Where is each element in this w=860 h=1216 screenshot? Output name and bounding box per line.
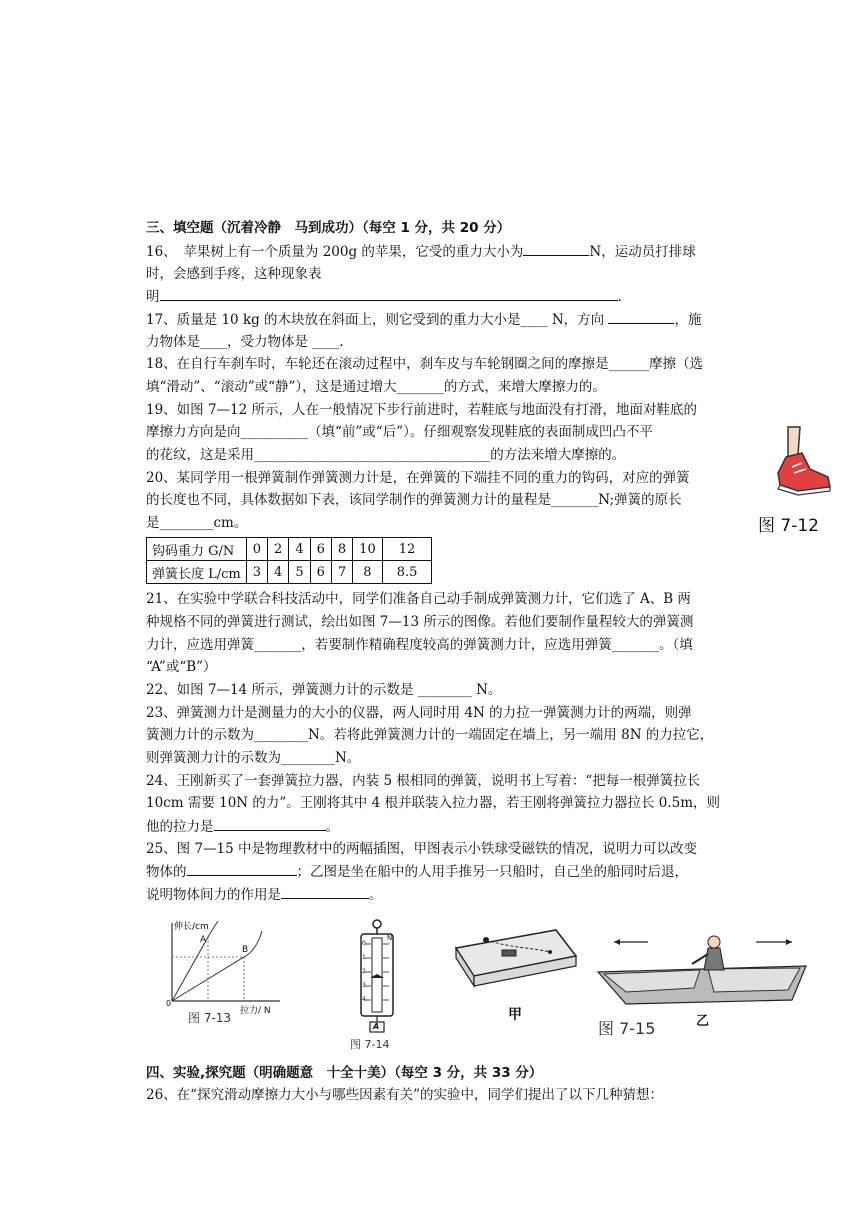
blank bbox=[523, 242, 589, 256]
section4-heading: 四、实验,探究题（明确题意 十全十美）（每空 3 分，共 33 分） bbox=[146, 1065, 543, 1081]
table-cell: 6 bbox=[310, 538, 331, 561]
q26-line1: 26、在“探究滑动摩擦力大小与哪些因素有关”的实验中，同学们提出了以下几种猜想： bbox=[146, 1087, 663, 1103]
q24-line1: 24、王刚新买了一套弹簧拉力器，内装 5 根相同的弹簧，说明书上写着：“把每一根弹簧拉长 bbox=[146, 773, 701, 789]
table-row bbox=[147, 561, 432, 584]
table-cell: 钩码重力 G/N bbox=[147, 538, 247, 561]
table-cell: 4 bbox=[289, 538, 310, 561]
q25-line1: 25、图 7—15 中是物理教材中的两幅插图，甲图表示小铁球受磁铁的情况，说明力可以改变 bbox=[146, 841, 698, 857]
table-cell: 6 bbox=[310, 561, 331, 584]
jia-caption: 甲 bbox=[508, 1007, 522, 1023]
tick-label: 3 bbox=[362, 982, 366, 989]
origin-label: 0 bbox=[166, 999, 172, 1008]
blank bbox=[160, 287, 618, 301]
section3-heading: 三、填空题（沉着冷静 马到成功）（每空 1 分，共 20 分） bbox=[146, 220, 511, 236]
tick-label: 1 bbox=[362, 954, 366, 961]
q21-line3: 力计，应选用弹簧_______，若要制作精确程度较高的弹簧测力计，应选用弹簧_______。（填 bbox=[146, 637, 693, 653]
curve-b-label: B bbox=[242, 945, 249, 955]
q24-line2: 10cm 需要 10N 的力”。王刚将其中 4 根并联装入拉力器，若王刚将弹簧拉力器拉长 0.5m，则 bbox=[146, 795, 721, 811]
q21-line2: 种规格不同的弹簧进行测试，绘出如图 7—13 所示的图像。若他们要制作量程较大的弹簧测 bbox=[146, 614, 694, 630]
tick-label: 2 bbox=[362, 968, 366, 975]
weight-label: A bbox=[373, 1022, 380, 1031]
table-cell: 8 bbox=[331, 538, 352, 561]
blank bbox=[608, 310, 674, 324]
q17-line2: 力物体是____，受力物体是 ____. bbox=[146, 334, 344, 350]
figure-7-14 bbox=[352, 918, 402, 1053]
q19-line3: 的花纹，这是采用___________________________________的方法来增大摩擦的。 bbox=[146, 447, 626, 463]
q23-line3: 则弹簧测力计的示数为________N。 bbox=[146, 750, 361, 766]
y-axis-label: 伸长/cm bbox=[174, 922, 209, 932]
table-cell: 4 bbox=[268, 561, 289, 584]
spring-scale-illustration bbox=[352, 918, 402, 1033]
figure-7-12 bbox=[758, 425, 838, 535]
table-cell: 3 bbox=[246, 561, 267, 584]
table-cell: 8.5 bbox=[382, 561, 432, 584]
q23-line1: 23、弹簧测力计是测量力的大小的仪器，两人同时用 4N 的力拉一弹簧测力计的两端，则弹 bbox=[146, 705, 692, 721]
q18-line2: 填“滑动”、“滚动”或“静”），这是通过增大_______的方式，来增大摩擦力的。 bbox=[146, 379, 606, 395]
table-cell: 0 bbox=[246, 538, 267, 561]
tick-label: 0 bbox=[362, 940, 366, 947]
q24-line3: 他的拉力是 。 bbox=[146, 819, 339, 835]
table-cell: 12 bbox=[382, 538, 432, 561]
q23-line2: 簧测力计的示数为________N。若将此弹簧测力计的一端固定在墙上，另一端用 8N 的力拉它， bbox=[146, 727, 714, 743]
fig713-caption: 图 7-13 bbox=[188, 1011, 232, 1025]
fig715-caption: 图 7-15 bbox=[598, 1019, 656, 1038]
q16-line3: 明 . bbox=[146, 289, 622, 305]
q21-line1: 21、在实验中学联合科技活动中，同学们准备自己动手制成弹簧测力计，它们选了 A、B 两 bbox=[146, 591, 691, 607]
q19-line2: 摩擦力方向是向__________（填“前”或“后”）。仔细观察发现鞋底的表面制成凹凸不平 bbox=[146, 424, 653, 440]
q19-line1: 19、如图 7—12 所示，人在一般情况下步行前进时，若鞋底与地面没有打滑，地面对鞋底的 bbox=[146, 402, 698, 418]
q17-line1: 17、质量是 10 kg 的木块放在斜面上，则它受到的重力大小是____ N，方向 ，施 bbox=[146, 312, 702, 328]
q25-line2: 物体的 ；乙图是坐在船中的人用手推另一只船时，自己坐的船同时后退， bbox=[146, 864, 688, 880]
shoe-illustration bbox=[758, 425, 838, 505]
fig714-caption: 图 7-14 bbox=[350, 1038, 390, 1051]
unit-label: N bbox=[387, 934, 393, 942]
figure-7-13 bbox=[158, 917, 288, 1025]
blank bbox=[214, 817, 326, 831]
table-row bbox=[147, 538, 432, 561]
blank bbox=[187, 862, 297, 876]
q18-line1: 18、在自行车刹车时，车轮还在滚动过程中，刹车皮与车轮钢圈之间的摩擦是______摩擦（选 bbox=[146, 356, 704, 372]
q20-line1: 20、某同学用一根弹簧制作弹簧测力计是，在弹簧的下端挂不同的重力的钩码，对应的弹簧 bbox=[146, 470, 690, 486]
table-cell: 8 bbox=[353, 561, 383, 584]
figure-7-15-jia bbox=[446, 918, 580, 1028]
table-cell: 5 bbox=[289, 561, 310, 584]
table-cell: 7 bbox=[331, 561, 352, 584]
x-axis-label: 拉力/ N bbox=[240, 1006, 271, 1016]
spring-data-table bbox=[146, 537, 432, 584]
q16-line2: 时，会感到手疼，这种现象表 bbox=[146, 266, 322, 282]
magnet-ball-illustration bbox=[446, 918, 580, 990]
q22-line1: 22、如图 7—14 所示，弹簧测力计的示数是 ________ N。 bbox=[146, 682, 502, 698]
yi-caption: 乙 bbox=[696, 1014, 710, 1029]
table-cell: 弹簧长度 L/cm bbox=[147, 561, 247, 584]
table-cell: 2 bbox=[268, 538, 289, 561]
curve-a-label: A bbox=[200, 935, 207, 945]
fig712-caption: 图 7-12 bbox=[758, 516, 819, 536]
q25-line3: 说明物体间力的作用是 。 bbox=[146, 887, 383, 903]
figure-7-15-yi bbox=[596, 922, 812, 1038]
tick-label: 4 bbox=[362, 996, 366, 1003]
q20-line3: 是________cm。 bbox=[146, 515, 248, 531]
q21-line4: “A”或“B”） bbox=[146, 659, 217, 675]
q16-line1: 16、 苹果树上有一个质量为 200g 的苹果，它受的重力大小为 N，运动员打排球 bbox=[146, 244, 696, 260]
blank bbox=[281, 885, 369, 899]
boats-illustration bbox=[596, 922, 812, 1014]
table-cell: 10 bbox=[353, 538, 383, 561]
q20-line2: 的长度也不同，具体数据如下表，该同学制作的弹簧测力计的量程是_______N;弹簧的原长 bbox=[146, 492, 682, 508]
